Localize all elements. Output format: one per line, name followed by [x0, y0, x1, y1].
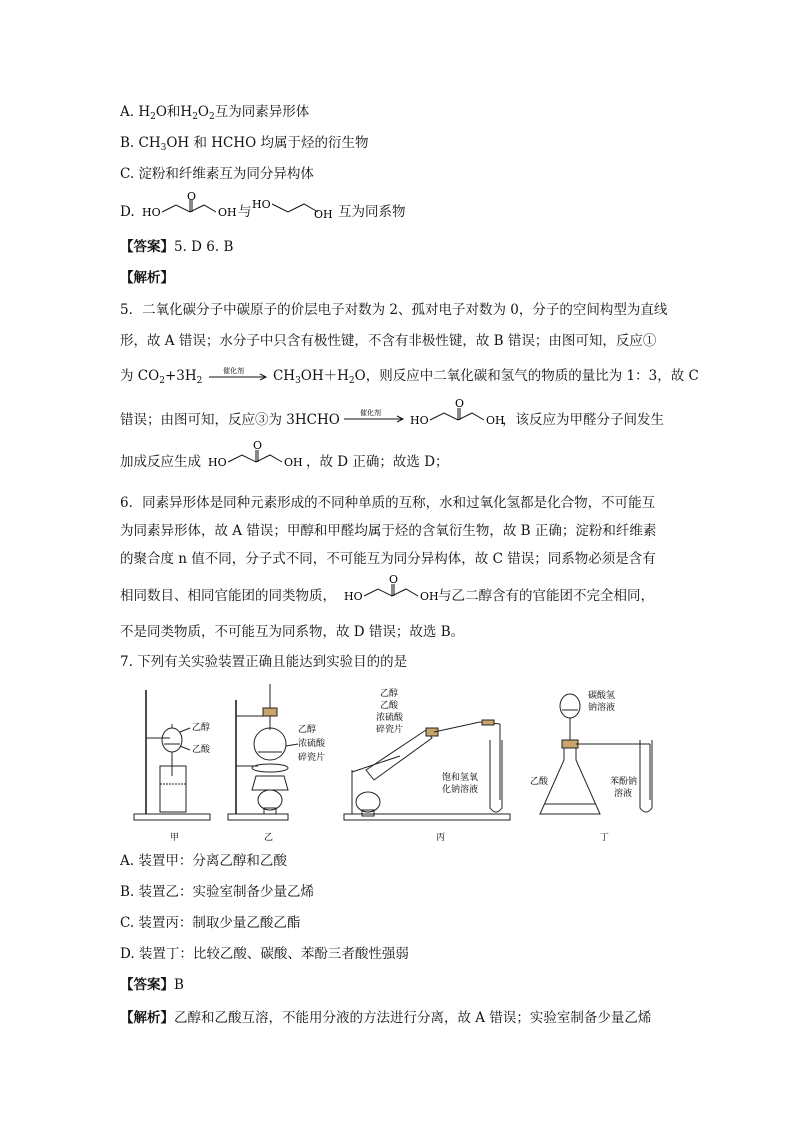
label-ethanol: 乙醇	[298, 725, 317, 735]
q6-explanation-line: 为同素异形体，故 A 错误；甲醇和甲醛均属于烃的含氧衍生物，故 B 正确；淀粉和纤维素	[120, 523, 657, 539]
label-acetic-acid: 乙酸	[380, 701, 399, 711]
svg-text:OH: OH	[486, 414, 505, 427]
q5-explanation-line: 形，故 A 错误；水分子中只含有极性键，不含有非极性键，故 B 错误；由图可知，反应①	[120, 333, 657, 349]
label-conc-h2so4: 浓硫酸	[376, 713, 404, 723]
svg-text:HO: HO	[142, 206, 161, 219]
apparatus-jia	[134, 690, 210, 820]
label-naoh-solution: 饱和氢氧	[442, 773, 479, 783]
q5-reaction-1: 为 $CO_2+3H_2$ 催化剂 $CH_3OH+H_2O$，则反应中二氧化碳和氢气的物质的量比为 1：3，故 C	[120, 367, 699, 386]
q7-option-a: A. 装置甲：分离乙醇和乙酸	[120, 853, 287, 869]
label-porcelain: 碎瓷片	[298, 753, 326, 763]
svg-text:OH: OH	[314, 208, 333, 221]
q7-stem: 7. 下列有关实验装置正确且能达到实验目的的是	[120, 654, 408, 670]
svg-text:O: O	[389, 574, 399, 586]
q7-option-c: C. 装置丙：制取少量乙酸乙酯	[120, 915, 301, 931]
q6-explanation-line: 的聚合度 n 值不同，分子式不同，不可能互为同分异构体，故 C 错误；同系物必须是含有	[120, 551, 656, 567]
q5-explanation-line: 5．二氧化碳分子中碳原子的价层电子对数为 2、孤对电子对数为 0，分子的空间构型为直线	[120, 302, 668, 318]
label-nahco3: 钠溶液	[588, 703, 616, 713]
svg-text:HO: HO	[208, 456, 227, 469]
reaction-arrow	[207, 366, 269, 382]
svg-text:HO: HO	[252, 198, 271, 211]
dihydroxyacetone-structure	[342, 574, 442, 608]
label-ethanol: 乙醇	[192, 723, 211, 733]
apparatus-bing	[344, 720, 510, 820]
option-a: A. $H_2O$和$H_2O_2$互为同素异形体	[120, 104, 310, 122]
q7-answer: 【答案】B	[120, 977, 184, 993]
label-naoh-solution: 化钠溶液	[442, 785, 479, 795]
label-ethanol: 乙醇	[380, 689, 399, 699]
ethylene-glycol-structure	[252, 194, 342, 224]
svg-text:OH: OH	[284, 456, 303, 469]
apparatus-yi	[228, 684, 288, 820]
dihydroxyacetone-structure	[206, 440, 306, 474]
label-sodium-phenoxide: 苯酚钠	[610, 777, 638, 787]
option-b: B. $CH_3OH$ 和 HCHO 均属于烃的衍生物	[120, 135, 369, 153]
svg-text:OH: OH	[420, 590, 439, 603]
q7-analysis: 【解析】乙醇和乙酸互溶，不能用分液的方法进行分离，故 A 错误；实验室制备少量乙烯	[120, 1010, 652, 1026]
svg-text:催化剂: 催化剂	[222, 367, 244, 375]
svg-text:O: O	[455, 398, 465, 410]
label-bing: 丙	[436, 833, 446, 843]
svg-text:HO: HO	[410, 414, 429, 427]
option-c: C. 淀粉和纤维素互为同分异构体	[120, 166, 314, 182]
label-ding: 丁	[600, 833, 610, 843]
q7-option-d: D. 装置丁：比较乙酸、碳酸、苯酚三者酸性强弱	[120, 946, 409, 962]
label-conc-h2so4: 浓硫酸	[298, 739, 326, 749]
svg-text:O: O	[253, 440, 263, 452]
answer-5-6: 【答案】5. D 6. B	[120, 239, 234, 255]
analysis-heading: 【解析】	[120, 270, 174, 286]
q6-explanation-line: 不是同类物质，不可能互为同系物，故 D 错误；故选 B。	[120, 624, 465, 640]
label-yi: 乙	[264, 833, 274, 843]
apparatus-figure	[130, 680, 690, 850]
svg-text:HO: HO	[344, 590, 363, 603]
svg-text:OH: OH	[218, 206, 237, 219]
q6-explanation-line: 6．同素异形体是同种元素形成的不同种单质的互称，水和过氧化氢都是化合物，不可能互	[120, 495, 656, 511]
label-nahco3: 碳酸氢	[588, 691, 616, 701]
label-sodium-phenoxide: 溶液	[614, 789, 633, 799]
label-jia: 甲	[170, 833, 180, 843]
dihydroxyacetone-structure	[140, 192, 240, 224]
reaction-arrow	[342, 408, 406, 424]
dihydroxyacetone-structure	[408, 398, 508, 432]
svg-text:O: O	[187, 192, 197, 203]
label-porcelain: 碎瓷片	[376, 725, 404, 735]
q7-option-b: B. 装置乙：实验室制备少量乙烯	[120, 884, 315, 900]
label-acetic-acid: 乙酸	[530, 777, 549, 787]
label-acetic-acid: 乙酸	[192, 745, 211, 755]
svg-text:催化剂: 催化剂	[360, 409, 381, 417]
